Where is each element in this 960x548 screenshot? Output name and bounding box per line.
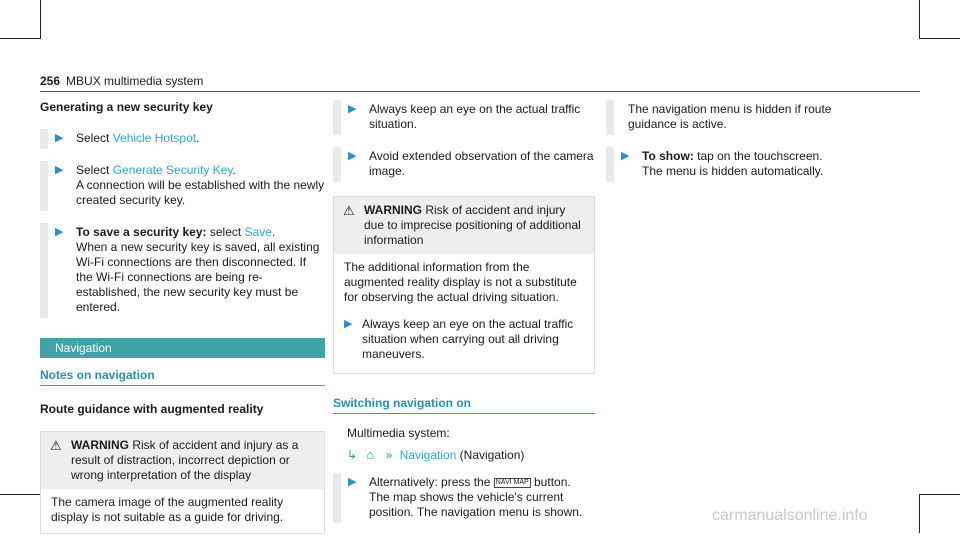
- return-arrow-icon: ↳: [347, 448, 358, 462]
- instruction-step: ▶ Alternatively: press the NAVI MAP button. The map shows the vehicle's current position. The navigation menu is shown.: [333, 473, 595, 523]
- instruction-step: ▶ To save a security key: select Save. When a new security key is saved, all existing Wi-Fi connections are then disconnected. If the Wi-Fi connections are being re-established, the new security key must be entered.: [40, 223, 325, 318]
- crop-mark: [0, 38, 41, 39]
- column-2: [333, 100, 595, 535]
- instruction-step: ▶ Select Generate Security Key. A connection will be established with the newly created security key.: [40, 161, 325, 211]
- crop-mark: [919, 494, 920, 533]
- instruction-step: ▶ Always keep an eye on the actual traffic situation.: [333, 100, 595, 135]
- arrow-icon: ▶: [348, 476, 357, 488]
- watermark: carmanualsonline.info: [712, 507, 868, 524]
- instruction-step: ▶ Select Vehicle Hotspot.: [40, 129, 325, 149]
- navi-map-button-icon[interactable]: NAVI MAP: [495, 478, 529, 486]
- crop-mark: [919, 0, 920, 38]
- menu-path: ↳ ⌂ » Navigation (Navigation): [347, 447, 525, 462]
- subsection-title: Notes on navigation: [40, 368, 325, 386]
- crop-mark: [0, 494, 41, 495]
- section-band-navigation: Navigation: [40, 338, 325, 358]
- instruction-step: ▶ To show: tap on the touchscreen. The menu is hidden automatically.: [606, 147, 868, 182]
- header-divider: [40, 91, 920, 92]
- step-result: A connection will be established with the newly created security key.: [76, 178, 325, 207]
- instruction-step: ▶ Avoid extended observation of the camera image.: [333, 147, 595, 182]
- arrow-icon: ▶: [55, 164, 64, 176]
- step-result: The map shows the vehicle's current position. The navigation menu is shown.: [369, 490, 583, 519]
- home-icon[interactable]: ⌂: [366, 447, 375, 462]
- warning-box: ⚠ WARNING Risk of accident and injury due to imprecise positioning of additional information The additional information from the augmented reality display is not a substitute for observing the actual driving situation. ▶ Always keep an eye on the actual traffic situation when carrying out all driving maneuvers.: [333, 196, 595, 374]
- section-heading: Generating a new security key: [40, 100, 213, 114]
- arrow-icon: ▶: [55, 226, 64, 238]
- crop-mark: [40, 0, 41, 38]
- page-number: 256: [40, 74, 61, 88]
- step-result: The menu is hidden automatically.: [642, 164, 824, 178]
- crop-mark: [919, 38, 960, 39]
- arrow-icon: ▶: [348, 103, 357, 115]
- step-result: When a new security key is saved, all existing Wi-Fi connections are then disconnected. If the Wi-Fi connections are being re-established, the new security key must be entered.: [76, 240, 320, 314]
- menu-path-label: Multimedia system:: [347, 426, 450, 440]
- page-header: [40, 74, 203, 89]
- note-block: The navigation menu is hidden if route guidance is active.: [606, 100, 868, 135]
- arrow-icon: ▶: [348, 150, 357, 162]
- crop-mark: [919, 494, 960, 495]
- menu-link-save[interactable]: Save: [244, 225, 272, 239]
- warning-icon: ⚠: [50, 438, 62, 453]
- menu-link-vehicle-hotspot[interactable]: Vehicle Hotspot: [112, 131, 197, 145]
- warning-box: ⚠ WARNING Risk of accident and injury as a result of distraction, incorrect depiction or wrong interpretation of the display The camera image of the augmented reality display is not suitable as a guide for driving.: [40, 431, 325, 534]
- subsection-title: Switching navigation on: [333, 396, 595, 414]
- page-header-title: MBUX multimedia system: [66, 74, 204, 88]
- arrow-icon: ▶: [55, 132, 64, 144]
- menu-link-generate-key[interactable]: Generate Security Key: [112, 163, 233, 177]
- forward-icon: »: [385, 448, 393, 462]
- column-1: [40, 100, 325, 548]
- arrow-icon: ▶: [621, 150, 630, 162]
- instruction-step: ▶ Always keep an eye on the actual traffic situation when carrying out all driving maneuvers.: [344, 317, 574, 361]
- column-3: [606, 100, 868, 194]
- section-heading: Route guidance with augmented reality: [40, 402, 264, 416]
- warning-icon: ⚠: [343, 203, 355, 218]
- menu-link-navigation[interactable]: Navigation: [399, 448, 457, 462]
- arrow-icon: ▶: [344, 318, 353, 330]
